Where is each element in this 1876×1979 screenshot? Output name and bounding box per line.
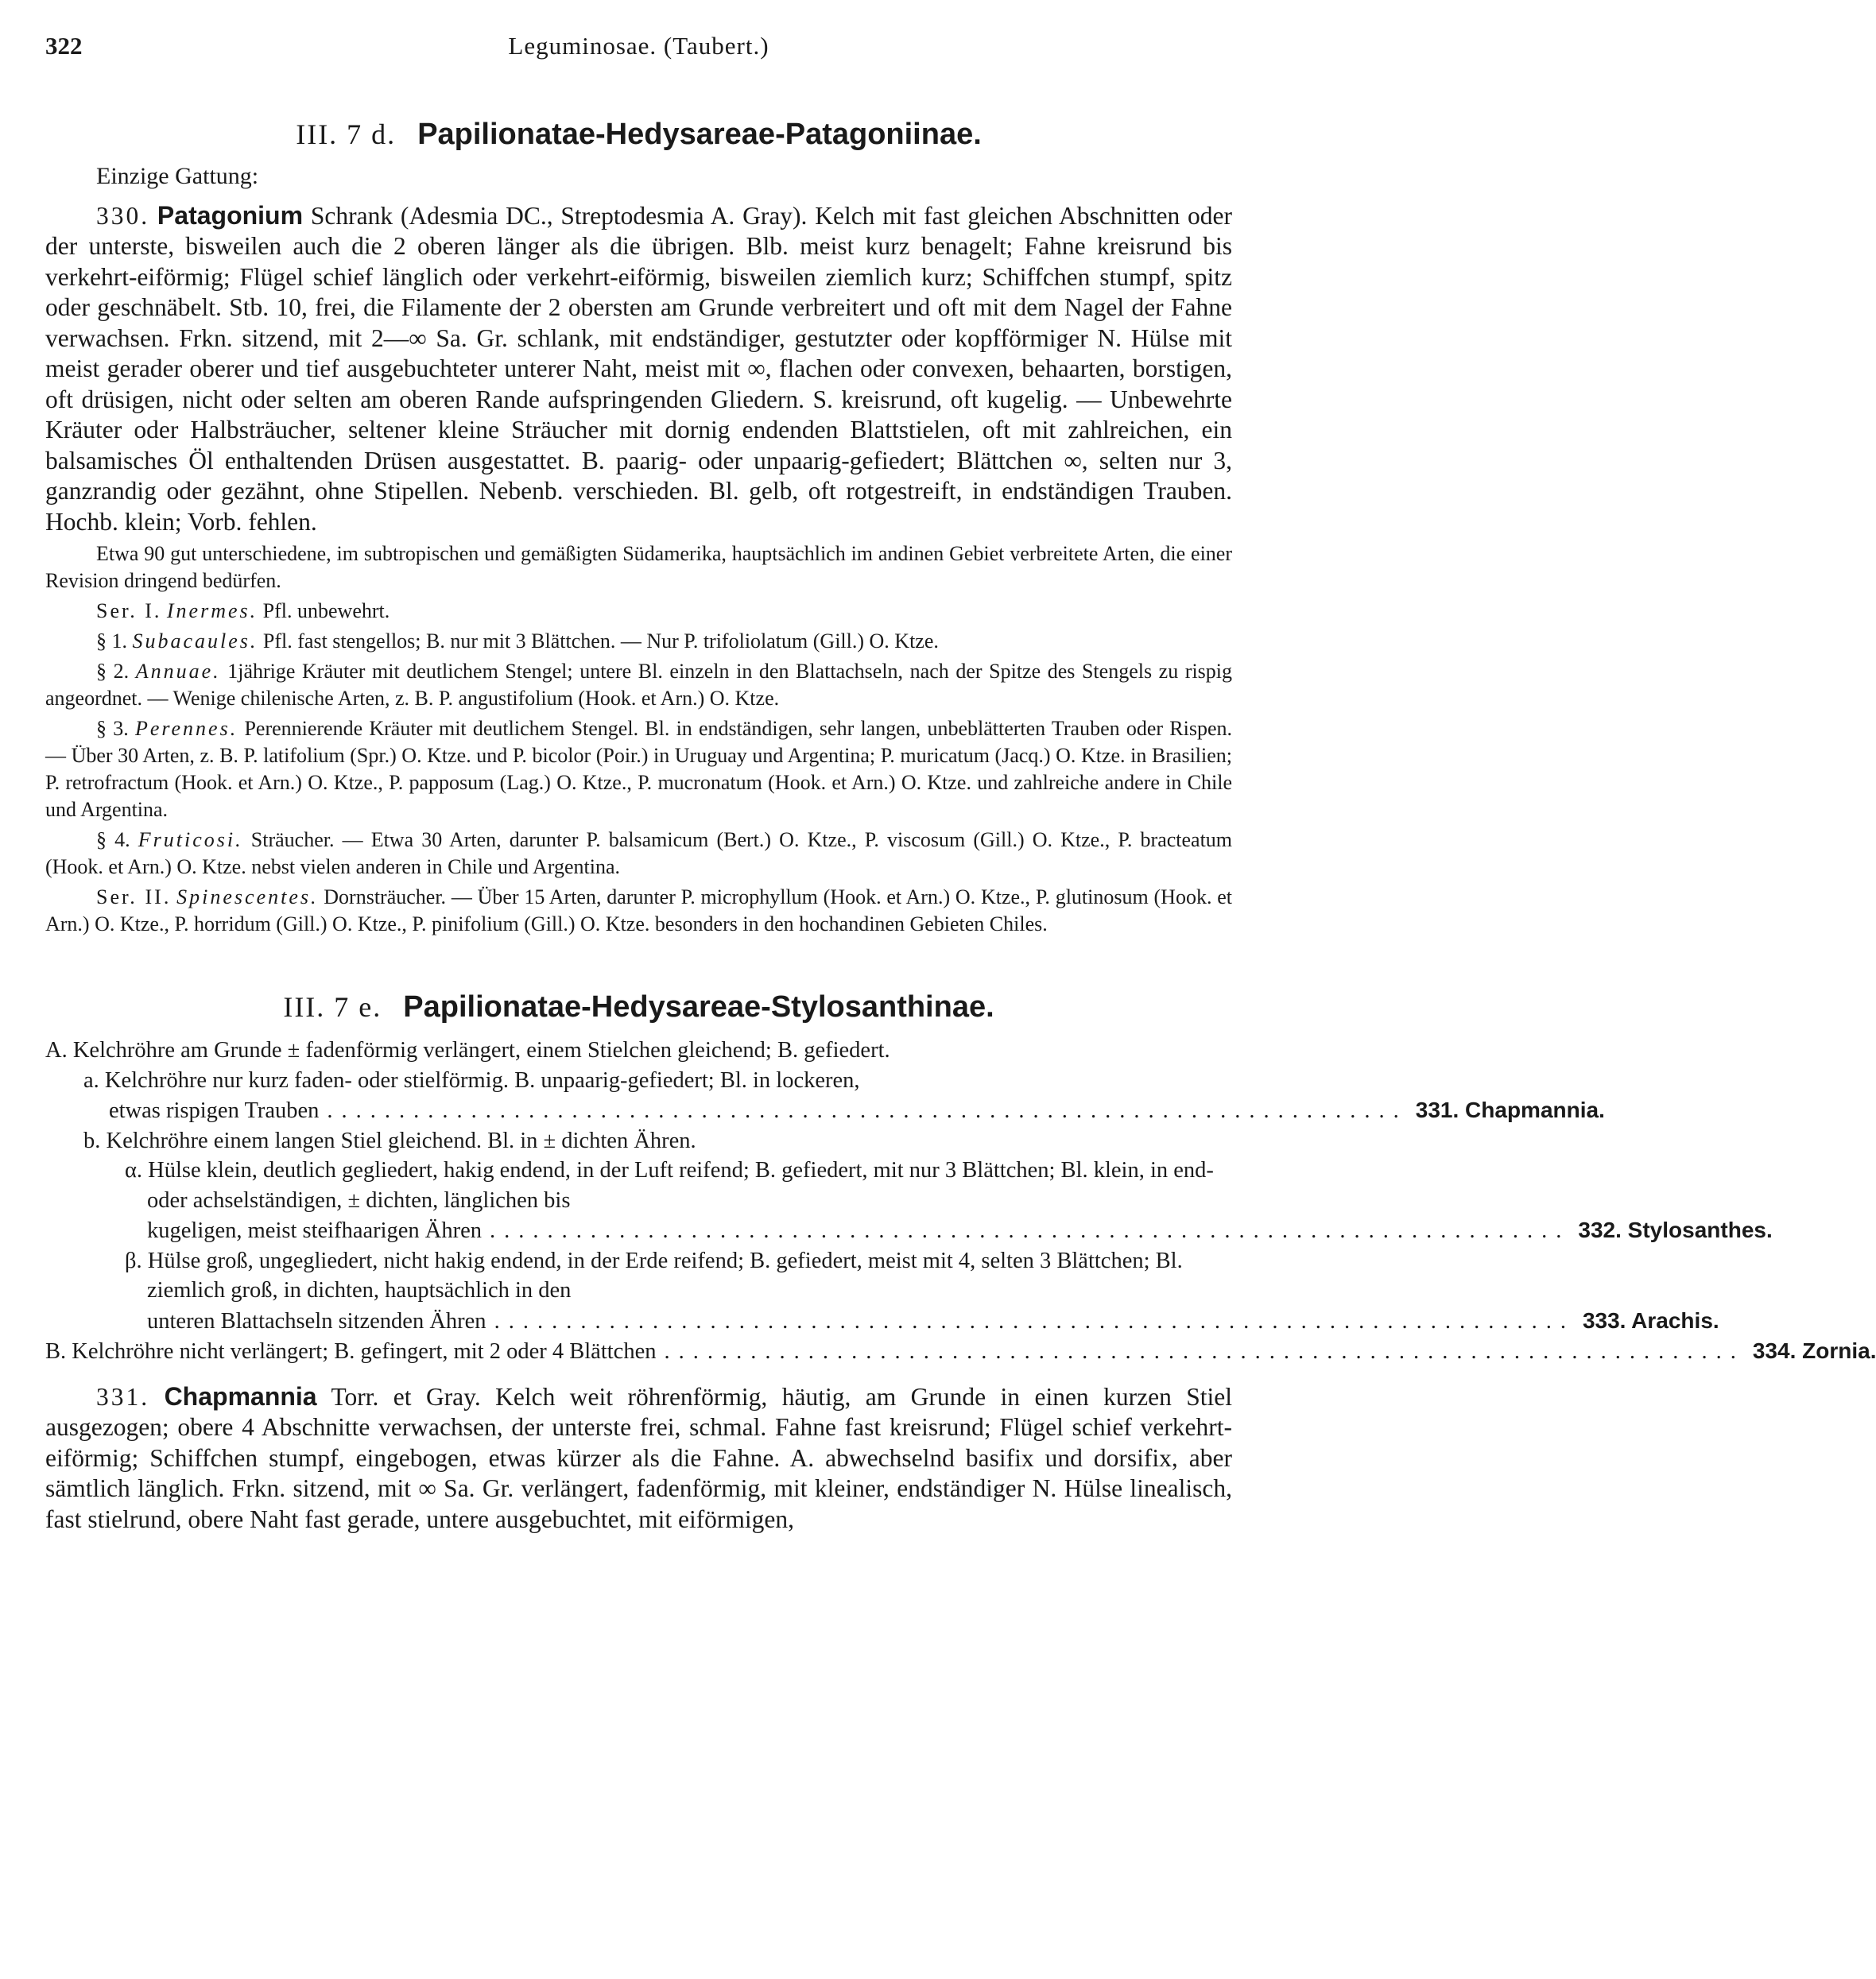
key-item-text: α. Hülse klein, deutlich gegliedert, hakig endend, in der Luft reifend; B. gefiedert, mit nur 3 Blättchen; Bl. klein, in end- oder achselständigen, ± dichten, länglichen bis (125, 1158, 1214, 1213)
key-result-arachis: 333. Arachis. (1582, 1307, 1719, 1333)
subsection-name: Fruticosi. (138, 828, 243, 851)
key-item-text: a. Kelchröhre nur kurz faden- oder stielförmig. B. unpaarig-gefiedert; Bl. in lockeren, (83, 1067, 860, 1093)
series-name: Inermes. (166, 599, 258, 622)
genus-name: Patagonium (157, 200, 304, 230)
section-heading-patagoniinae (45, 118, 1232, 152)
distribution-note: Etwa 90 gut unterschiedene, im subtropischen und gemäßigten Südamerika, hauptsächlich im andinen Gebiet verbreitete Arten, die einer Revision dringend bedürfen. (45, 542, 1232, 592)
subsection-3 (45, 715, 1232, 823)
key-leader-line (147, 1306, 1719, 1337)
key-item-b: b. Kelchröhre einem langen Stiel gleichend. Bl. in ± dichten Ähren. (83, 1128, 696, 1153)
genus-text: Schrank (Adesmia DC., Streptodesmia A. Gray). Kelch mit fast gleichen Abschnitten oder der unterste, bisweilen auch die 2 oberen länger als die übrigen. Blb. meist kurz benagelt; Fahne kreisrund bis verkehrt-eiförmig; Flügel schief länglich oder verkehrt-eiförmig, bisweilen ziemlich kurz; Schiffchen stumpf, spitz oder geschnäbelt. Stb. 10, frei, die Filamente der 2 obersten am Grunde verbreitert und oft mit dem Nagel der Fahne verwachsen. Frkn. sitzend, mit 2—∞ Sa. Gr. schlank, mit endständiger, gestutzter oder kopfförmiger N. Hülse mit meist gerader oberer und tief ausgebuchteter unterer Naht, meist mit ∞, flachen oder convexen, behaarten, borstigen, oft drüsigen, nicht oder selten am oberen Rande aufspringenden Gliedern. S. kreisrund, oft kugelig. — Unbewehrte Kräuter oder Halbsträucher, seltener kleine Sträucher mit dornig endenden Blattstielen, oft mit zahlreichen, ein balsamisches Öl enthaltenden Drüsen ausgestattet. B. paarig- oder unpaarig-gefiedert; Blättchen ∞, selten nur 3, ganzrandig oder gezähnt, ohne Stipellen. Nebenb. verschieden. Bl. gelb, oft rotgestreift, in endständigen Trauben. Hochb. klein; Vorb. fehlen. (45, 201, 1233, 536)
leader-dots: ........................................................................... (327, 1098, 1408, 1123)
key-item-text-end: etwas rispigen Trauben (109, 1098, 320, 1123)
section-number: III. 7 e. (283, 991, 382, 1023)
subsection-text: 1jährige Kräuter mit deutlichem Stengel; untere Bl. einzeln in den Blattachseln, nach der Spitze des Stengels zu rispig angeordnet. — Wenige chilenische Arten, z. B. P. angustifolium (Hook. et Arn.) O. Ktze. (45, 660, 1233, 710)
leader-dots: ........................................................................... (664, 1339, 1745, 1364)
key-result-zornia: 334. Zornia. (1752, 1338, 1876, 1363)
series-label: Ser. I. (96, 599, 162, 622)
subsection-2 (45, 658, 1232, 712)
genus-text: Torr. et Gray. Kelch weit röhrenförmig, häutig, am Grunde in einen kurzen Stiel ausgezogen; obere 4 Abschnitte verwachsen, der unterste frei, schmal. Fahne fast kreisrund; Flügel schief verkehrt-eiförmig; Schiffchen stumpf, eingebogen, etwas kürzer als die Fahne. A. abwechselnd basifix und dorsifix, aber sämtlich länglich. Frkn. sitzend, mit ∞ Sa. Gr. verlängert, fadenförmig, mit kleiner, endständiger N. Hülse linealisch, fast stielrund, obere Naht fast gerade, untere ausgebuchtet, mit eiförmigen, (45, 1382, 1232, 1533)
subsection-number: § 3. (96, 717, 129, 740)
key-item-text: B. Kelchröhre nicht verlängert; B. gefingert, mit 2 oder 4 Blättchen (45, 1339, 657, 1364)
series-name: Spinescentes. (176, 885, 319, 908)
leader-dots: ........................................................................... (490, 1218, 1571, 1243)
subsection-name: Perennes. (134, 717, 238, 740)
subsection-name: Subacaules. (132, 629, 258, 653)
subsection-name: Annuae. (135, 660, 221, 683)
series-text: Pfl. unbewehrt. (262, 599, 390, 622)
series-text: Dornsträucher. — Über 15 Arten, darunter P. microphyllum (Hook. et Arn.) O. Ktze., P. glutinosum (Hook. et Arn.) O. Ktze., P. horridum (Gill.) O. Ktze., P. pinifolium (Gill.) O. Ktze. besonders in den hochandinen Gebieten Chiles. (45, 885, 1232, 935)
key-item-alpha (45, 1156, 1773, 1246)
key-result-chapmannia: 331. Chapmannia. (1415, 1098, 1605, 1122)
series-label: Ser. II. (96, 885, 172, 908)
section-title: Papilionatae-Hedysareae-Stylosanthinae. (403, 990, 994, 1024)
spacer (45, 1367, 1232, 1381)
section-number: III. 7 d. (296, 118, 397, 150)
page-header (45, 32, 1232, 79)
key-item-text-end: kugeligen, meist steifhaarigen Ähren (147, 1218, 483, 1243)
running-title: Leguminosae. (Taubert.) (508, 32, 769, 60)
subsection-number: § 1. (96, 629, 127, 653)
section-title: Papilionatae-Hedysareae-Patagoniinae. (417, 118, 982, 151)
subsection-text: Perennierende Kräuter mit deutlichem Stengel. Bl. in endständigen, sehr langen, unbeblätterten Trauben oder Rispen. — Über 30 Arten, z. B. P. latifolium (Spr.) O. Ktze. und P. bicolor (Poir.) in Uruguay und Argentina; P. muricatum (Jacq.) O. Ktze. in Brasilien; P. retrofractum (Hook. et Arn.) O. Ktze., P. papposum (Lag.) O. Ktze., P. mucronatum (Hook. et Arn.) O. Ktze. und zahlreiche andere in Chile und Argentina. (45, 717, 1232, 821)
subsection-text: Pfl. fast stengellos; B. nur mit 3 Blättchen. — Nur P. trifoliolatum (Gill.) O. Ktze. (262, 629, 939, 653)
key-leader-line (147, 1215, 1773, 1246)
page-number: 322 (45, 32, 83, 60)
identification-key (45, 1036, 1876, 1367)
series-2 (45, 884, 1232, 938)
key-item-text: β. Hülse groß, ungegliedert, nicht hakig endend, in der Erde reifend; B. gefiedert, meist mit 4, selten 3 Blättchen; Bl. ziemlich groß, in dichten, hauptsächlich in den (125, 1248, 1183, 1303)
subsection-number: § 4. (96, 828, 130, 851)
genus-description-patagonium (45, 200, 1232, 538)
series-1 (45, 598, 1232, 625)
book-page (45, 32, 1876, 1535)
genus-description-chapmannia (45, 1381, 1232, 1536)
key-item-text-end: unteren Blattachseln sitzenden Ähren (147, 1308, 486, 1334)
subsection-4 (45, 827, 1232, 881)
genus-number: 330. (96, 201, 150, 230)
subsection-1 (45, 628, 1232, 655)
leader-dots: ........................................................................... (494, 1308, 1575, 1334)
genus-number: 331. (96, 1382, 150, 1411)
subsection-text: Sträucher. — Etwa 30 Arten, darunter P. balsamicum (Bert.) O. Ktze., P. viscosum (Gill.) O. Ktze., P. bracteatum (Hook. et Arn.) O. Ktze. nebst vielen anderen in Chile und Argentina. (45, 828, 1233, 878)
key-item-A: A. Kelchröhre am Grunde ± fadenförmig verlängert, einem Stielchen gleichend; B. gefiedert. (45, 1038, 890, 1063)
key-leader-line (45, 1336, 1876, 1367)
key-result-stylosanthes: 332. Stylosanthes. (1578, 1218, 1773, 1242)
genus-name: Chapmannia (164, 1381, 317, 1411)
key-item-B (45, 1336, 1876, 1367)
section-heading-stylosanthinae (45, 990, 1232, 1024)
key-item-beta (45, 1246, 1719, 1337)
key-leader-line (109, 1095, 1605, 1126)
intro-line: Einzige Gattung: (96, 163, 259, 189)
subsection-number: § 2. (96, 660, 130, 683)
key-item-a (45, 1066, 1605, 1126)
